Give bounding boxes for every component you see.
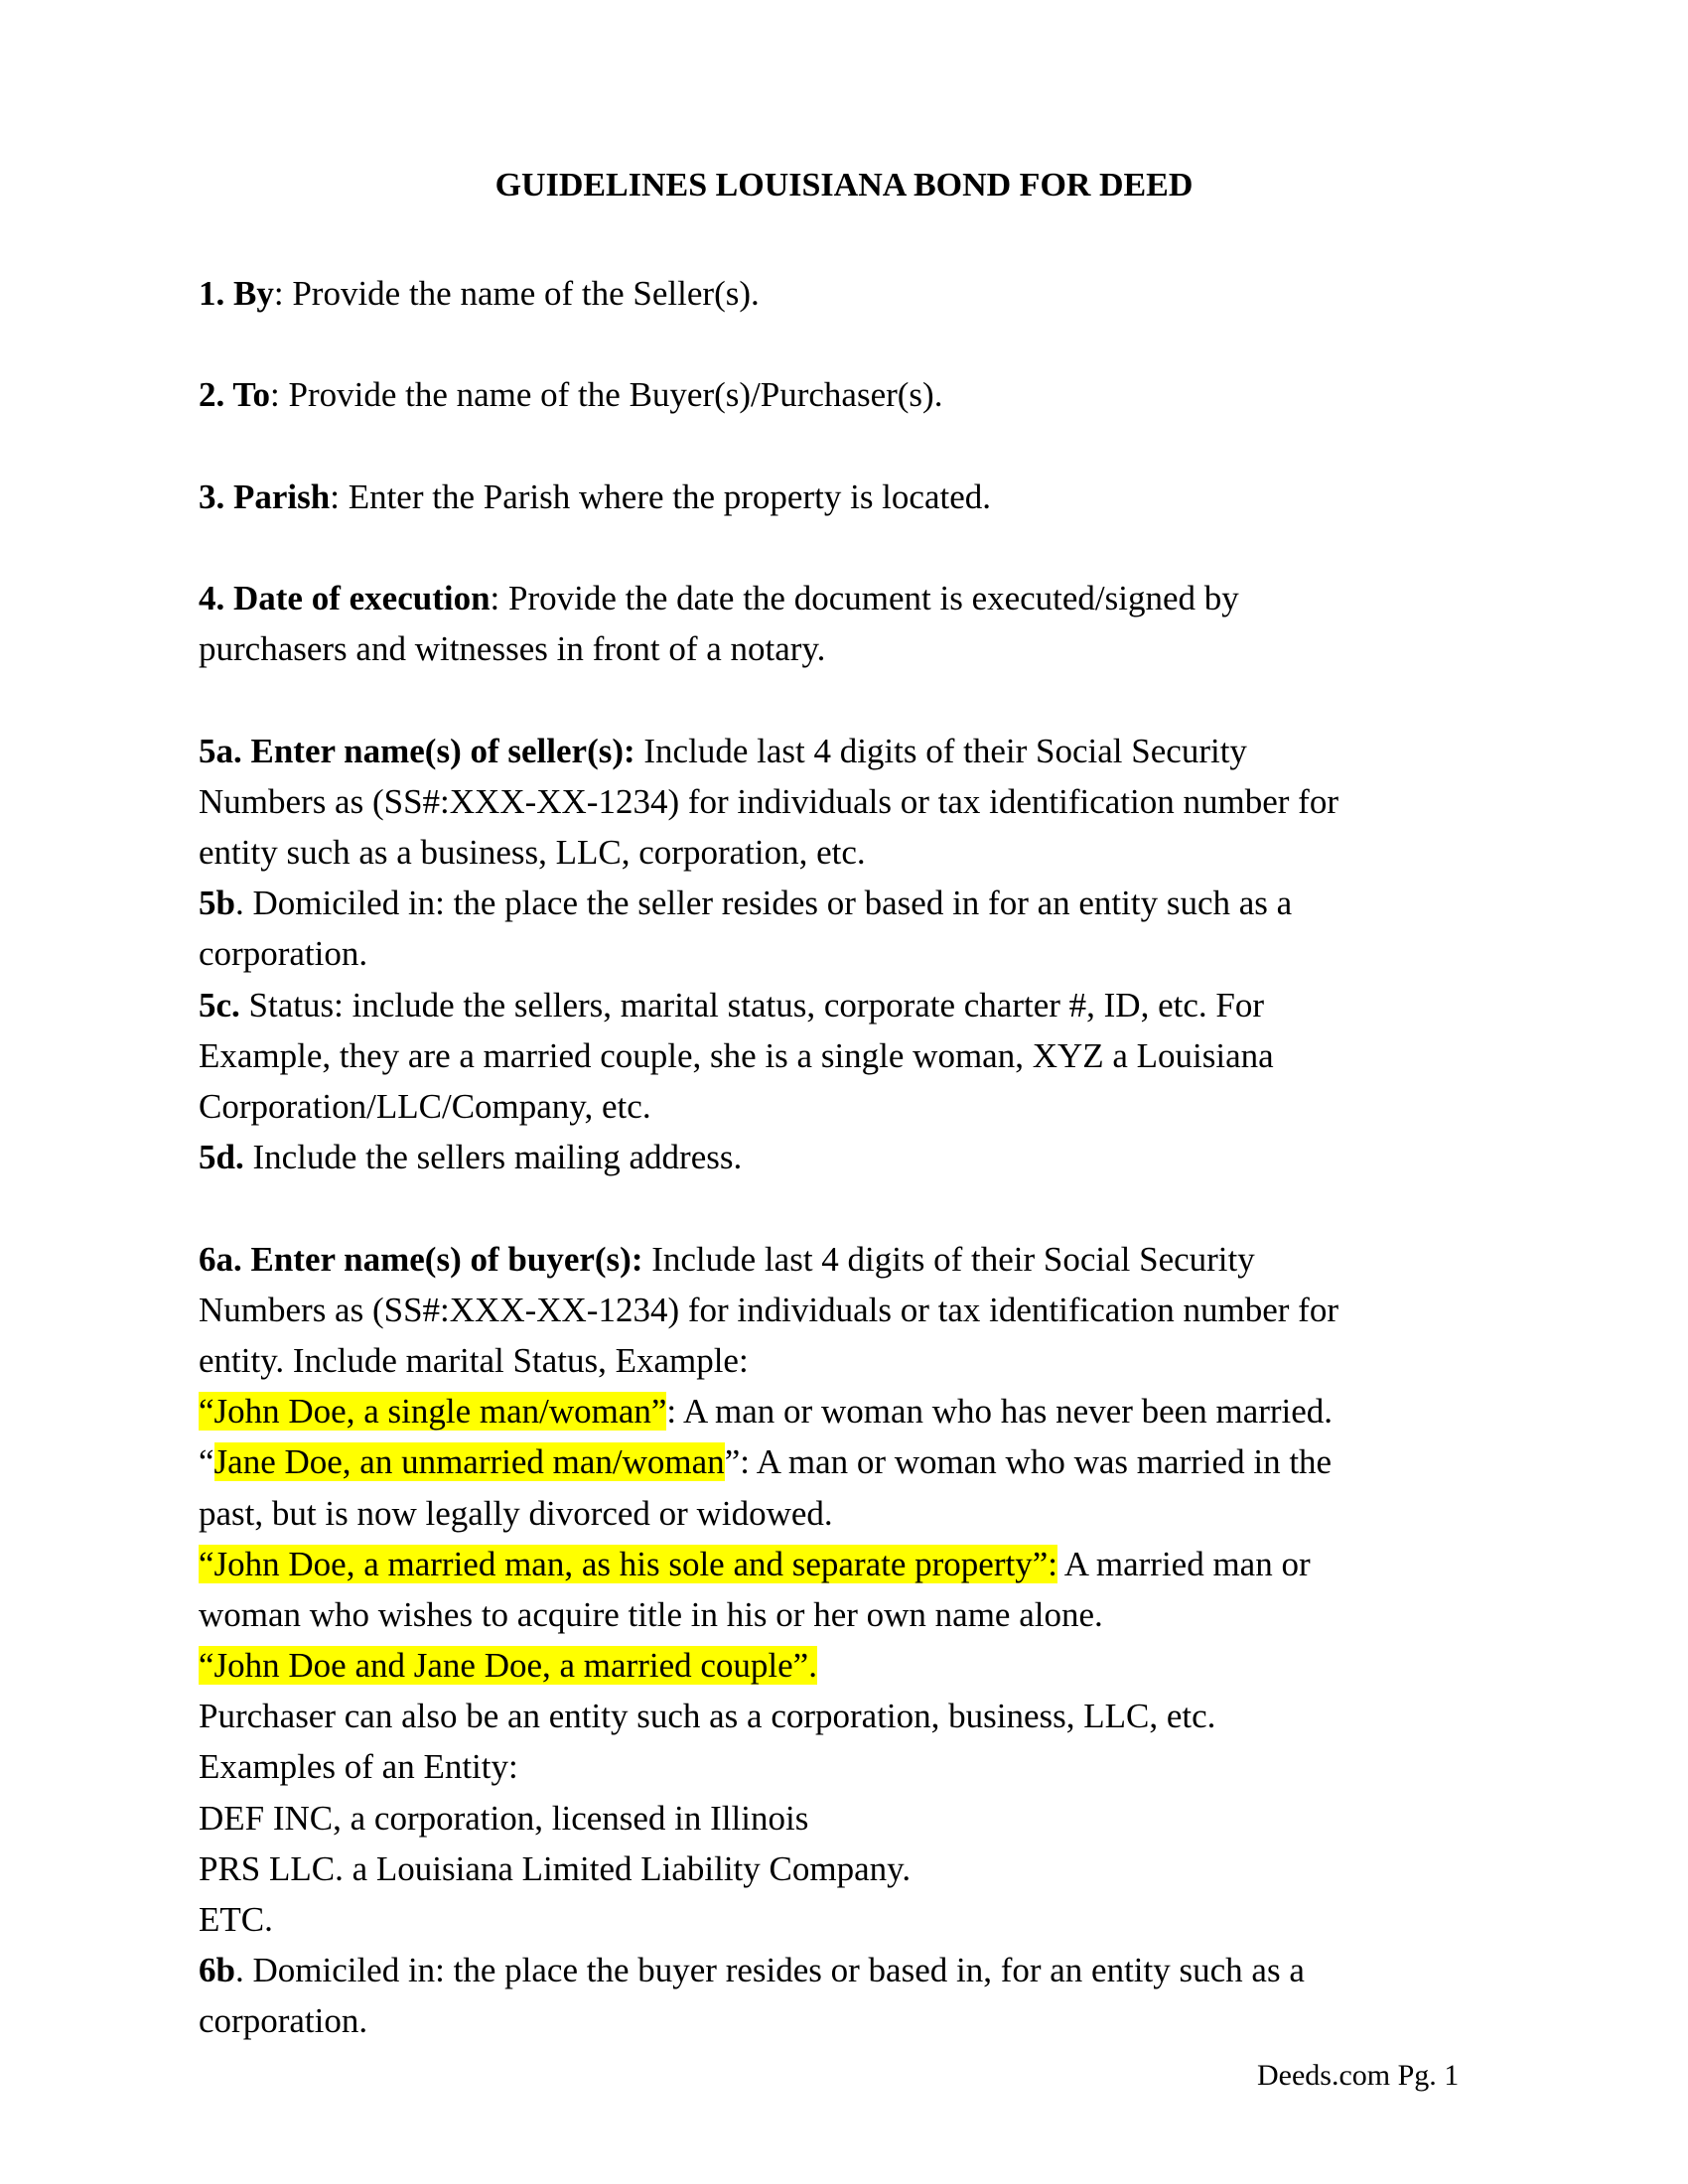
page-footer: Deeds.com Pg. 1 — [1257, 2059, 1460, 2092]
item-6a-buyer-names — [199, 1234, 1509, 1946]
example-married-separate — [199, 1539, 1509, 1589]
example-unmarried — [199, 1436, 1509, 1487]
highlighted-example: “John Doe and Jane Doe, a married couple”. — [199, 1646, 817, 1686]
item-5b-seller-domicile — [199, 878, 1509, 979]
item-label: 5b — [199, 884, 235, 923]
item-text: entity such as a business, LLC, corporation, etc. — [199, 833, 866, 873]
item-text: corporation. — [199, 934, 368, 974]
item-text: Include last 4 digits of their Social Security — [634, 731, 1247, 770]
entity-example: PRS LLC. a Louisiana Limited Liability Company. — [199, 1848, 912, 1888]
item-text: . Domiciled in: the place the seller resides or based in for an entity such as a — [234, 884, 1293, 923]
item-text: corporation. — [199, 2001, 368, 2041]
item-2-to — [199, 369, 1509, 420]
item-text: : Provide the name of the Buyer(s)/Purchaser(s). — [270, 375, 943, 415]
item-1-by — [199, 268, 1509, 319]
item-5a-seller-names — [199, 726, 1509, 879]
item-label: 3. Parish — [199, 477, 331, 516]
guidelines-body — [199, 268, 1509, 2047]
item-4-date-of-execution — [199, 573, 1509, 674]
entity-example: ETC. — [199, 1900, 273, 1939]
example-married-couple — [199, 1640, 1509, 1691]
example-text: A married man or — [1056, 1544, 1311, 1583]
page-title: GUIDELINES LOUISIANA BOND FOR DEED — [494, 167, 1194, 204]
item-label: 6b — [199, 1951, 235, 1990]
item-text: Status: include the sellers, marital status, corporate charter #, ID, etc. For — [239, 985, 1264, 1024]
entity-example: DEF INC, a corporation, licensed in Illinois — [199, 1798, 809, 1838]
item-text: : Enter the Parish where the property is located. — [330, 477, 991, 516]
item-text: Numbers as (SS#:XXX-XX-1234) for individuals or tax identification number for — [199, 1290, 1338, 1329]
item-6b-buyer-domicile — [199, 1945, 1509, 2046]
item-3-parish — [199, 472, 1509, 522]
example-text: woman who wishes to acquire title in his or her own name alone. — [199, 1594, 1103, 1634]
item-label: 1. By — [199, 274, 274, 313]
item-text: Corporation/LLC/Company, etc. — [199, 1087, 651, 1126]
item-label: 2. To — [199, 375, 270, 415]
item-text: Include last 4 digits of their Social Security — [642, 1239, 1255, 1279]
entity-examples-heading: Examples of an Entity: — [199, 1747, 518, 1787]
example-single — [199, 1386, 1509, 1436]
example-text: ”: A man or woman who was married in the — [724, 1442, 1333, 1482]
entity-note: Purchaser can also be an entity such as a corporation, business, LLC, etc. — [199, 1697, 1216, 1736]
item-text: Numbers as (SS#:XXX-XX-1234) for individuals or tax identification number for — [199, 781, 1338, 821]
item-text: Include the sellers mailing address. — [243, 1138, 743, 1177]
item-text: : Provide the name of the Seller(s). — [273, 274, 760, 313]
item-5d-seller-address — [199, 1132, 1509, 1182]
item-text: purchasers and witnesses in front of a notary. — [199, 629, 826, 669]
item-text: Example, they are a married couple, she is a single woman, XYZ a Louisiana — [199, 1035, 1274, 1075]
item-label: 4. Date of execution — [199, 579, 491, 618]
quote-mark: “ — [199, 1442, 214, 1482]
item-5c-seller-status — [199, 980, 1509, 1133]
highlighted-example: “John Doe, a married man, as his sole and separate property”: — [199, 1544, 1057, 1583]
highlighted-example: Jane Doe, an unmarried man/woman — [213, 1442, 725, 1482]
example-text: past, but is now legally divorced or widowed. — [199, 1493, 833, 1533]
example-text: : A man or woman who has never been married. — [666, 1392, 1334, 1432]
highlighted-example: “John Doe, a single man/woman” — [199, 1392, 667, 1432]
item-label: 6a. Enter name(s) of buyer(s): — [199, 1239, 643, 1279]
item-label: 5c. — [199, 985, 240, 1024]
item-label: 5a. Enter name(s) of seller(s): — [199, 731, 635, 770]
item-text: : Provide the date the document is executed/signed by — [490, 579, 1239, 618]
item-text: entity. Include marital Status, Example: — [199, 1340, 749, 1380]
item-text: . Domiciled in: the place the buyer resides or based in, for an entity such as a — [234, 1951, 1305, 1990]
item-label: 5d. — [199, 1138, 244, 1177]
